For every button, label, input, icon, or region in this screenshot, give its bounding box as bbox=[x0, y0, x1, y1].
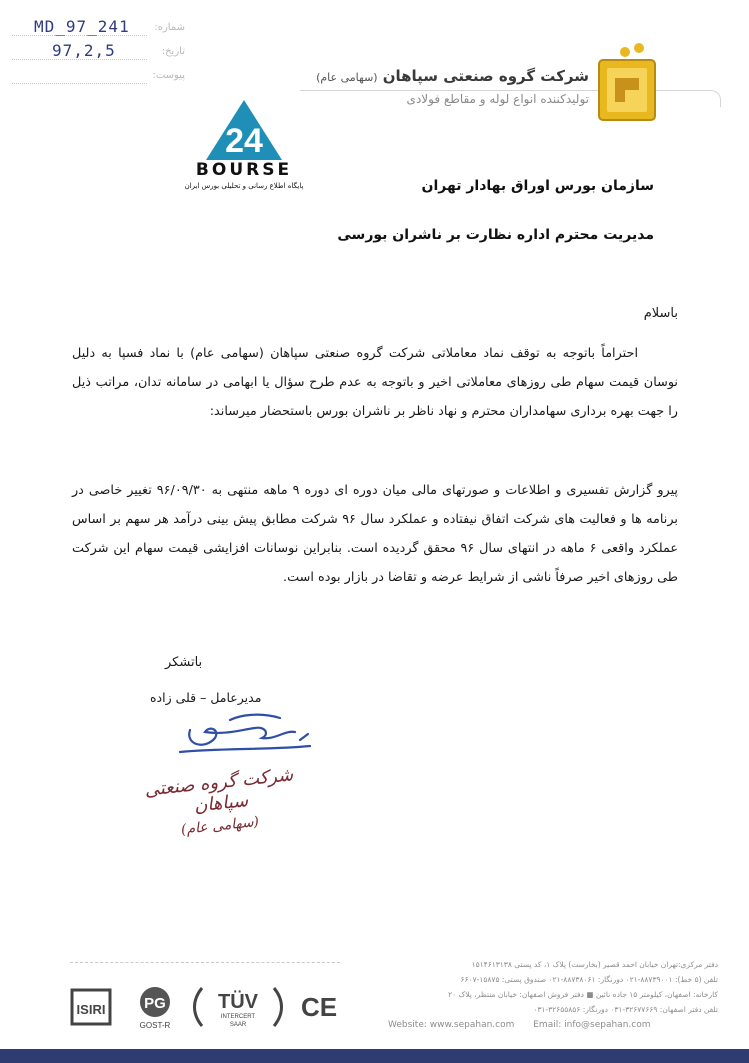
reference-date-row bbox=[12, 41, 187, 62]
intercert-text: INTERCERT bbox=[220, 1014, 256, 1020]
tuv-text: TÜV bbox=[218, 991, 258, 1013]
company-logo-icon bbox=[595, 40, 659, 124]
tuv-logo-icon bbox=[190, 982, 286, 1032]
closing-thanks: باتشکر bbox=[165, 655, 203, 670]
attachment-label: پیوست: bbox=[152, 70, 185, 81]
recipient-organization: سازمان بورس اوراق بهادار تهران bbox=[421, 178, 654, 194]
company-name-main: شرکت گروه صنعتی سپاهان bbox=[382, 67, 589, 85]
body-paragraph-2: پیرو گزارش تفسیری و اطلاعات و صورتهای مالی میان دوره ای دوره ۹ ماهه منتهی به ۹۶/۰۹/۳۰ تغییر خاصی در برنامه ها و فعالیت های شرکت اتفاق نیفتاده و عملکرد سال ۹۶ شرکت مطابق پیش بینی درآمد هر سهم بر اساس عملکرد واقعی ۶ ماهه در انتهای سال ۹۶ محقق گردیده است. بنابراین نوسانات افزایشی قیمت سهام این شرکت طی روزهای اخیر صرفاً ناشی از شرایط عرضه و تقاضا در بازار بوده است. bbox=[72, 483, 678, 585]
isiri-text: ISIRI bbox=[76, 1002, 106, 1017]
bottom-band bbox=[0, 1049, 749, 1063]
isiri-logo-icon bbox=[66, 982, 116, 1032]
stamp-line-1: شرکت گروه صنعتی سپاهان bbox=[143, 764, 295, 817]
body-paragraph-1: احتراماً باتوجه به توقف نماد معاملاتی شرکت گروه صنعتی سپاهان (سهامی عام) با نماد فسپا به دلیل نوسان قیمت سهام طی روزهای معاملاتی اخیر و باتوجه به عدم طرح سؤال یا ابهامی در سامانه تدان، مراتب ذیل را جهت بهره برداری سهامداران محترم و نهاد ناظر بر ناشران بورس باستحضار میرساند: bbox=[72, 346, 678, 419]
bourse-stamp bbox=[180, 96, 308, 198]
footer-web-line bbox=[388, 1020, 718, 1030]
company-tagline: تولیدکننده انواع لوله و مقاطع فولادی bbox=[406, 92, 589, 106]
bourse-word: BOURSE bbox=[195, 160, 293, 180]
email-link[interactable]: info@sepahan.com bbox=[564, 1020, 651, 1030]
website-link[interactable]: www.sepahan.com bbox=[429, 1020, 515, 1030]
saar-text: SAAR bbox=[229, 1022, 247, 1028]
attachment-dotted-line bbox=[12, 83, 147, 84]
company-type: (سهامی عام) bbox=[316, 71, 378, 84]
signer-title: مدیرعامل – قلی زاده bbox=[150, 690, 262, 705]
website-label: Website: bbox=[388, 1020, 427, 1030]
ce-text: CE bbox=[300, 992, 338, 1022]
reference-attachment-row bbox=[12, 68, 187, 86]
footer-address-line-2: تلفن (۵ خط): ۸۸۷۳۹۰۰۱-۰۲۱ دورنگار: ۸۸۷۳۸۰۶۱-۰۲۱ صندوق پستی: ۱۵۸۷۵-۶۶۰۷ bbox=[460, 975, 718, 984]
footer-address-line-4: تلفن دفتر اصفهان: ۳۲۶۷۷۶۶۹-۰۳۱ دورنگار: ۳۲۶۵۵۸۵۶-۰۳۱ bbox=[533, 1005, 718, 1014]
gost-text: GOST-R bbox=[139, 1021, 171, 1030]
reference-number-row bbox=[12, 17, 187, 38]
signature-image bbox=[170, 700, 320, 760]
recipient-department: مدیریت محترم اداره نظارت بر ناشران بورسی bbox=[337, 227, 654, 243]
company-stamp bbox=[130, 764, 310, 842]
date-label: تاریخ: bbox=[161, 46, 185, 57]
ce-logo-icon bbox=[294, 982, 344, 1032]
email-label: Email: bbox=[533, 1020, 562, 1030]
footer-address-line-3: کارخانه: اصفهان، کیلومتر ۱۵ جاده نائین ■ دفتر فروش اصفهان: خیابان منتظر، پلاک ۲۰ bbox=[448, 990, 718, 999]
stamp-line-2: (سهامی عام) bbox=[180, 813, 260, 839]
reference-block bbox=[12, 14, 187, 86]
company-name bbox=[316, 66, 589, 85]
bourse-triangle-icon bbox=[204, 98, 284, 162]
date-value: 97,2,5 bbox=[52, 41, 116, 60]
number-label: شماره: bbox=[154, 22, 185, 33]
bourse-subtitle: پایگاه اطلاع رسانی و تحلیلی بورس ایران bbox=[184, 182, 304, 190]
bourse-number: 24 bbox=[225, 122, 263, 160]
footer-address-line-1: دفتر مرکزی:تهران خیابان احمد قصیر (بخارست) پلاک ۱، کد پستی ۱۵۱۴۶۱۳۱۳۸ bbox=[471, 960, 718, 969]
number-value: MD_97_241 bbox=[34, 17, 130, 36]
salutation: باسلام bbox=[643, 306, 678, 321]
footer-rule bbox=[70, 962, 340, 963]
pg-text: PG bbox=[144, 995, 166, 1012]
pg-logo-icon bbox=[130, 982, 180, 1032]
